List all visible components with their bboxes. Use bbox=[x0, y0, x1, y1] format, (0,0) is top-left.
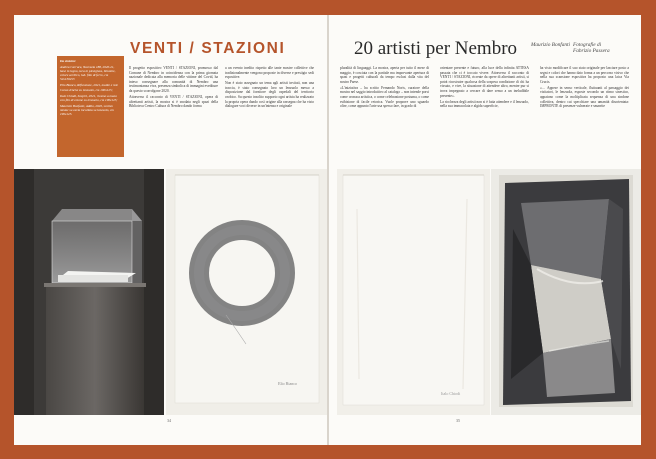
sheet-plain-image bbox=[337, 169, 490, 415]
photo-credit bbox=[573, 42, 610, 54]
paragraph: Attraverso il racconto di VENTI / STAZIONI, opera di altrettanti artisti, la mostra si è snodata negli spazi della Biblioteca Centro Cultura di Nembro dando forma bbox=[129, 95, 218, 109]
photo-credit-name: Fabrizio Passera bbox=[573, 48, 610, 55]
photo-sheet-ring bbox=[166, 169, 327, 415]
page-number-left: 34 bbox=[167, 418, 171, 423]
photo-sheet-crumpled bbox=[491, 169, 641, 415]
sheet-ring-image bbox=[166, 169, 327, 415]
photo-credit-label: Fotografie di bbox=[573, 42, 602, 48]
paragraph: pluralità di linguaggi. La mostra, aperta per tutto il mese di maggio, è cosciata con la partiale ma imporvante apertura di spazi e progetti culturali da tempo esclusi dalla vita del nostro Paese. bbox=[340, 66, 429, 84]
sheet-crumpled-image bbox=[491, 169, 641, 415]
article-title-left: VENTI / STAZIONI bbox=[130, 40, 286, 57]
caption-entry: Andrea Carrara, Nacrazia 188, 2020-21, base in legno, teca in plexiglass, bitumite, colore acrilico, lab. film di ferro, cm 52x130x53 bbox=[60, 65, 116, 82]
caption-entry: Italo Chiodi, Sospiri, 2021, ricamo a mano con filo di cotone su lenzuolo, cm 190x125; bbox=[60, 93, 118, 102]
sheet-signature: Italo Chiodi bbox=[441, 391, 461, 396]
paragraph: orientare presente e futuro, alla luce della infinita ATTESA passata che ci è toccato vivere. Attraverso il racconto di VENTI / STAZIONI, ricreate da opere di altrettanti artisti, si potrà ricostruire qualcosa della sospesa condizione di chi ha vissuto, e vive, la situazione di attendere altro, mentre pur si trova impegnato a cercare di dare senso a un ineludibile presente». bbox=[440, 66, 529, 98]
sheet-signature: Elio Bianco bbox=[278, 381, 297, 386]
caption-entry: Elio Bianco, Riflessione, 2021, matite e rete Caran d'Ache su lenzuolo, cm 190x125; bbox=[60, 83, 119, 92]
text-column-5 bbox=[540, 66, 629, 166]
text-column-1 bbox=[129, 66, 218, 166]
text-column-2 bbox=[225, 66, 314, 166]
page-number-right: 35 bbox=[456, 418, 460, 423]
paragraph: «L'iniziativa – ha scritto Fernando Noris, curatore della mostra nel saggio introduttivo al catalogo – non intende porsi come cronaca artistica, o come celebrazione postuma, o come esibizione di facile retorica. Vuole proporre uno sguardo oltre, come appunto l'arte usa spesso fare, in grado di bbox=[340, 85, 429, 109]
caption-heading: Da sinistra: bbox=[60, 59, 77, 63]
author-credit: Maurizio Bonfanti bbox=[531, 42, 570, 48]
page-gutter bbox=[327, 15, 329, 445]
sculpture-case-image bbox=[14, 169, 164, 415]
caption-box bbox=[57, 56, 124, 157]
photo-sculpture-case bbox=[14, 169, 164, 415]
paragraph: a un evento inedito rispetto alle tante mostre collettive che tradizionalmente vengono proposte in diverse e prestigio sedi espositive. bbox=[225, 66, 314, 80]
text-column-3 bbox=[340, 66, 429, 166]
caption-entry: Maurizio Bonfanti, Addio, 2020, scotten mistac su carta incollata su lenzuolo, cm 190x125. bbox=[60, 103, 114, 117]
paragraph: «… Appese in senso verticale, fluttuanti al passaggio dei visitatori, le lenzuola, esposte secondo un ritmo sinestico, appaiono come la moltiplicata sequenza di una sindone collettiva, dentro cui specchiare una umanità disorientata: IMPRONTE di presenze vulnerate e smarrite bbox=[540, 85, 629, 109]
paragraph: Il progetto espositivo VENTI / STAZIONI, promosso dal Comune di Nembro in coincidenza con la prima giornata nazionale dedicata alla memoria delle vittime del Covid, ha inteso consegnare alla comunità di Nembro una testimonianza viva, presenza simbolica di immagini evediture da questo scorrolgone 2020. bbox=[129, 66, 218, 93]
paragraph: La ricchezza degli artisti non si è fatta attendere e il lenzuolo, nella sua immacolata e algida superficie, bbox=[440, 99, 529, 109]
article-title-right: 20 artisti per Nembro bbox=[354, 38, 518, 59]
text-column-4 bbox=[440, 66, 529, 166]
paragraph: ha visto modificare il suo stato originale per lasciare posto a segni e colori che hanno dato forma a un percorso visivo che nella sua scansione espositiva ha proposto una laica Via Crucis. bbox=[540, 66, 629, 84]
paragraph: Non è stato assegnato un tema agli artisti invitati, non una traccia, è stato consegnato loro un lenzuolo messo a disposizione dal fornitore degli ospedali del territorio orobico. Su questo insolito supporto ogni artista ha realizzato la propria opera dando così origine alla rassegna che ha visto dialogare voci diverse in un'intensa e originale bbox=[225, 81, 314, 109]
photo-sheet-plain bbox=[337, 169, 490, 415]
